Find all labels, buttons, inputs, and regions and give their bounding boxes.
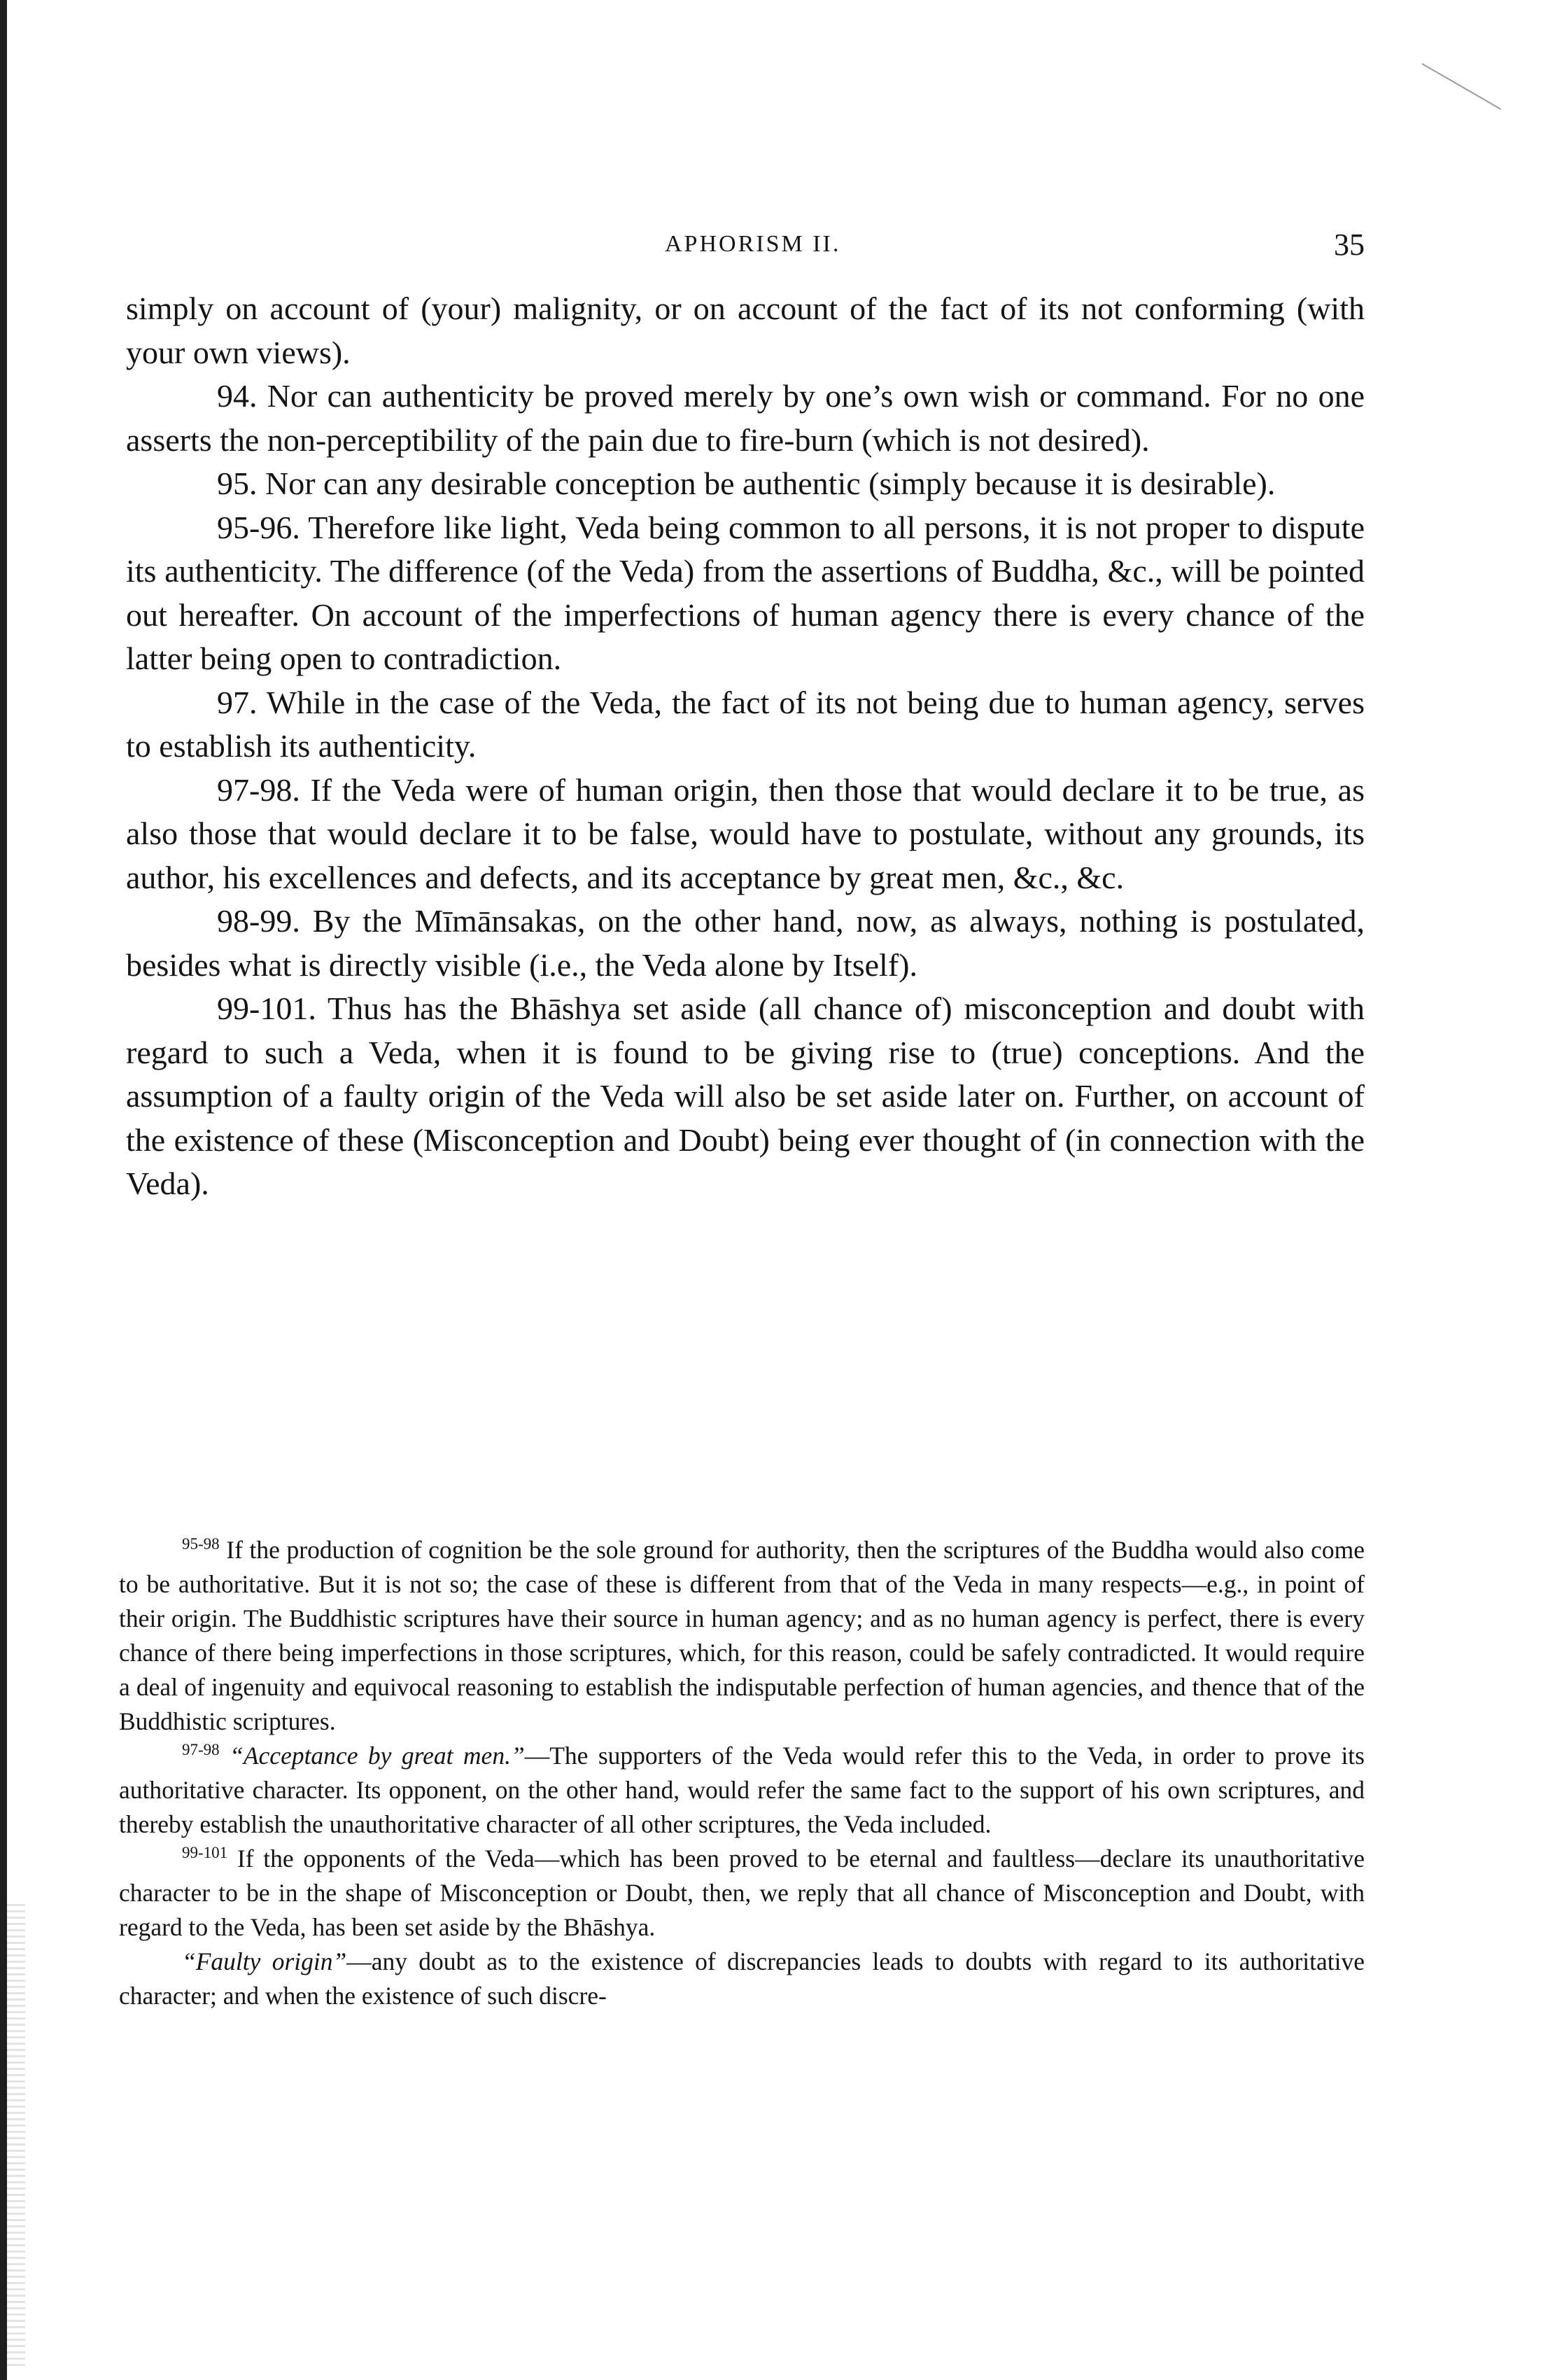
paragraph-94: 94. Nor can authenticity be proved merely by one’s own wish or command. For no one asserts the non-perceptibility of the pain due to fire-burn (which is not desired). bbox=[126, 378, 1365, 458]
main-text bbox=[126, 287, 1365, 1206]
footnote-faulty-origin bbox=[119, 1945, 1365, 2013]
footnote-text: If the production of cognition be the sole ground for authority, then the scriptures of the Buddha would also come to be authoritative. But it is not so; the case of these is different from that of the Veda in many respects—e.g., in point of their origin. The Buddhistic scriptures have their source in human agency; and as no human agency is perfect, there is every chance of there being imperfections in those scriptures, which, for this reason, could be safely contradicted. It would require a deal of ingenuity and equivocal reasoning to establish the indisputable perfection of human agencies, and thence that of the Buddhistic scriptures. bbox=[119, 1536, 1365, 1735]
footnote-text: —any doubt as to the existence of discrepancies leads to doubts with regard to its authoritative character; and when the existence of such discre- bbox=[119, 1947, 1365, 2010]
running-head: APHORISM II. bbox=[665, 231, 841, 257]
page-header bbox=[126, 227, 1365, 273]
footnote-quote: “Faulty origin” bbox=[182, 1947, 347, 1975]
paragraph-95-96: 95-96. Therefore like light, Veda being common to all persons, it is not proper to dispute its authenticity. The difference (of the Veda) from the assertions of Buddha, &c., will be pointed out hereafter. On account of the imperfections of human agency there is every chance of the latter being open to contradiction. bbox=[126, 509, 1365, 676]
scan-margin-noise bbox=[7, 1904, 25, 2366]
footnote-ref: 99-101 bbox=[182, 1844, 228, 1862]
paragraph-99-101: 99-101. Thus has the Bhāshya set aside (all chance of) misconception and doubt with regard to such a Veda, when it is found to be giving rise to (true) conceptions. And the assumption of a faulty origin of the Veda will also be set aside later on. Further, on account of the existence of these (Misconception and Doubt) being ever thought of (in connection with the Veda). bbox=[126, 990, 1365, 1201]
footnote-97-98 bbox=[119, 1739, 1365, 1842]
scan-left-edge bbox=[0, 0, 7, 2380]
paragraph-98-99: 98-99. By the Mīmānsakas, on the other hand, now, as always, nothing is postulated, besides what is directly visible (i.e., the Veda alone by Itself). bbox=[126, 903, 1365, 983]
footnote-quote: “Acceptance by great men.” bbox=[230, 1742, 525, 1770]
page-number: 35 bbox=[1334, 227, 1365, 262]
footnotes bbox=[119, 1533, 1365, 2013]
scan-corner-mark bbox=[1422, 63, 1502, 110]
footnote-text: —The supporters of the Veda would refer this to the Veda, in order to prove its authoritative character. Its opponent, on the other hand, would refer the same fact to the support of his own scriptures, and thereby establish the unauthoritative character of all other scriptures, the Veda included. bbox=[119, 1742, 1365, 1838]
footnote-ref: 95-98 bbox=[182, 1535, 220, 1553]
footnote-ref: 97-98 bbox=[182, 1741, 220, 1759]
footnote-99-101 bbox=[119, 1842, 1365, 1945]
paragraph-95: 95. Nor can any desirable conception be authentic (simply because it is desirable). bbox=[217, 465, 1276, 501]
paragraph-97: 97. While in the case of the Veda, the fact of its not being due to human agency, serves to establish its authenticity. bbox=[126, 684, 1365, 764]
paragraph-continuation: simply on account of (your) malignity, or on account of the fact of its not conforming (with your own views). bbox=[126, 290, 1365, 370]
paragraph-97-98: 97-98. If the Veda were of human origin, then those that would declare it to be true, as also those that would declare it to be false, would have to postulate, without any grounds, its author, his excellences and defects, and its acceptance by great men, &c., &c. bbox=[126, 771, 1365, 895]
footnote-95-98 bbox=[119, 1533, 1365, 1739]
footnote-text: If the opponents of the Veda—which has been proved to be eternal and faultless—declare its unauthoritative character to be in the shape of Misconception or Doubt, then, we reply that all chance of Misconception and Doubt, with regard to the Veda, has been set aside by the Bhāshya. bbox=[119, 1844, 1365, 1941]
